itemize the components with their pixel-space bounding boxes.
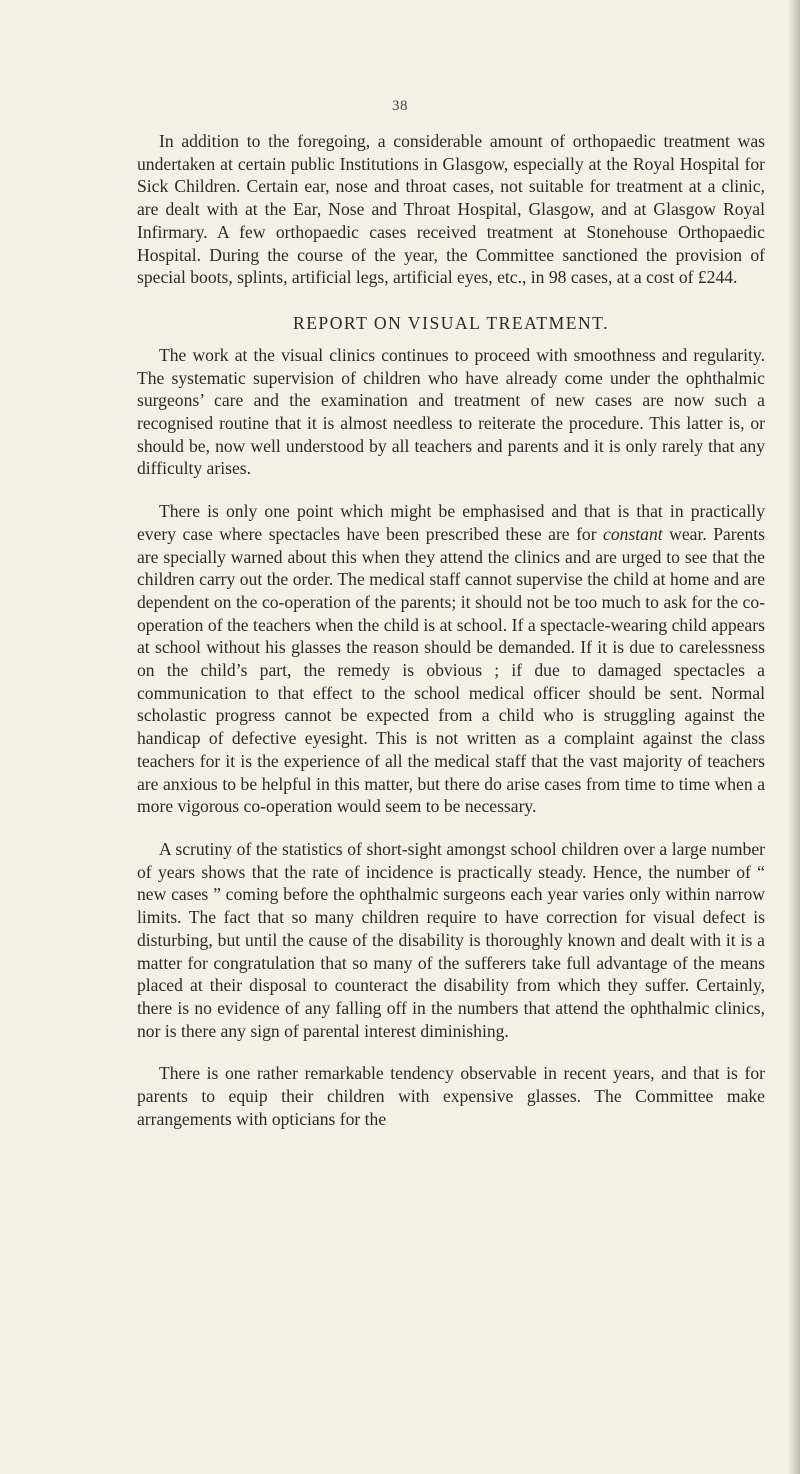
paragraph-orthopaedic-treatment: In addition to the foregoing, a considerable amount of orthopaedic treatment was undertaken at certain public Institutions in Glasgow, especially at the Royal Hospital for Sick Children. Certain ear, nose and throat cases, not suitable for treatment at a clinic, are dealt with at the Ear, Nose and Throat Hospital, Glasgow, and at Glasgow Royal Infirmary. A few orthopaedic cases received treatment at Stonehouse Orthopaedic Hospital. During the course of the year, the Committee sanctioned the provision of special boots, splints, artificial legs, artificial eyes, etc., in 98 cases, at a cost of £244. xyxy=(137,131,765,288)
section-heading-visual-treatment: REPORT ON VISUAL TREATMENT. xyxy=(292,312,610,333)
page-edge-shadow xyxy=(788,0,800,1474)
paragraph-spacer xyxy=(137,818,765,838)
emphasised-word: constant xyxy=(603,523,663,544)
paragraph-spacer xyxy=(137,1042,765,1062)
paragraph-text-end: wear. Parents are specially warned about this when they attend the clinics and are urged to see that the children carry out the order. The medical staff cannot supervise the child at home and are dependent on the co-operation of the parents; it should not be too much to ask for the co-operation of the teachers when the child is at school. If a spectacle-wearing child appears at school without his glasses the reason should be demanded. If it is due to carelessness on the child’s part, the remedy is obvious ; if due to damaged spectacles a communication to that effect to the school medical officer should be sent. Normal scholastic progress cannot be expected from a child who is struggling against the handicap of defective eyesight. This is not written as a complaint against the class teachers for it is the experience of all the medical staff that the vast majority of teachers are anxious to be helpful in this matter, but there do arise cases from time to time when a more vigorous co-operation would seem to be necessary. xyxy=(137,523,765,817)
paragraph-visual-clinics: The work at the visual clinics continues to proceed with smoothness and regularity. The systematic supervision of children who have already come under the ophthalmic surgeons’ care and the examination and treatment of new cases are now such a recognised routine that it is almost needless to reiterate the procedure. This latter is, or should be, now well understood by all teachers and parents and it is only rarely that any difficulty arises. xyxy=(137,344,765,479)
paragraph-spectacles-wear xyxy=(137,500,765,818)
paragraph-text-start: There is only one point which might be emphasised and that is that in practically every case where spectacles have been prescribed these are for xyxy=(137,501,765,544)
page-body xyxy=(137,130,765,1130)
paragraph-short-sight-statistics: A scrutiny of the statistics of short-sight amongst school children over a large number of years shows that the rate of incidence is practically steady. Hence, the number of “ new cases ” coming before the ophthalmic surgeons each year varies only within narrow limits. The fact that so many children require to have correction for visual defect is disturbing, but until the cause of the disability is thoroughly known and dealt with it is a matter for congratulation that so many of the sufferers take full advantage of the means placed at their disposal to counteract the disability from which they suffer. Certainly, there is no evidence of any falling off in the numbers that attend the ophthalmic clinics, nor is there any sign of parental interest diminishing. xyxy=(137,838,765,1041)
paragraph-spacer xyxy=(137,480,765,500)
paragraph-expensive-glasses: There is one rather remarkable tendency observable in recent years, and that is for parents to equip their children with expensive glasses. The Committee make arrangements with opticians for the xyxy=(137,1063,765,1129)
page-number: 38 xyxy=(392,98,408,114)
